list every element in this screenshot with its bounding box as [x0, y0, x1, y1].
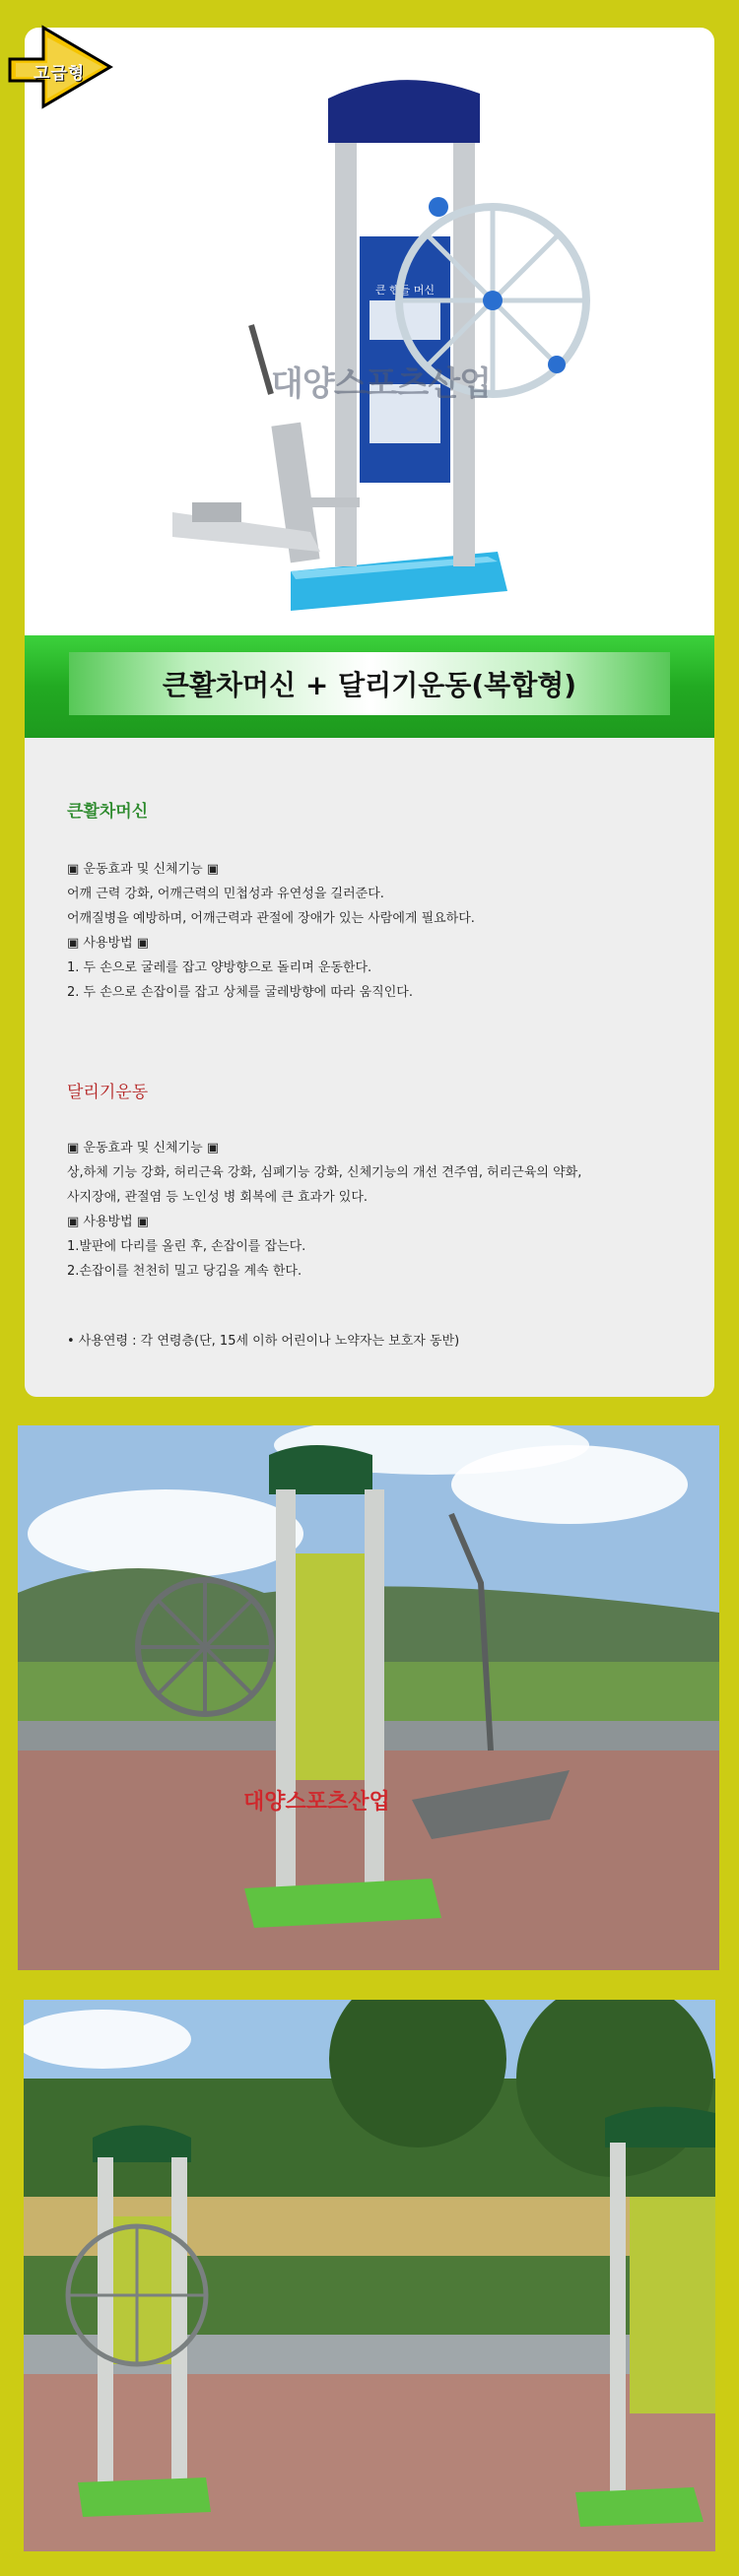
sign-title: 큰 핸들 머신 [374, 284, 436, 297]
running-line-6: 2.손잡이를 천천히 밀고 당김을 계속 한다. [67, 1264, 302, 1279]
pulley-line-3: 어깨질병을 예방하며, 어깨근력과 관절에 장애가 있는 사람에게 필요하다. [67, 911, 475, 926]
installation-photo-2 [24, 2000, 715, 2551]
section-heading-pulley: 큰활차머신 [67, 802, 149, 822]
title-inner [69, 652, 670, 715]
product-image [133, 39, 695, 626]
running-line-3: 사지장애, 관절염 등 노인성 병 회복에 큰 효과가 있다. [67, 1190, 369, 1205]
pulley-line-1: ▣ 운동효과 및 신체기능 ▣ [67, 862, 220, 877]
running-line-4: ▣ 사용방법 ▣ [67, 1215, 150, 1229]
age-note: • 사용연령 : 각 연령층(단, 15세 이하 어린이나 노약자는 보호자 동반) [67, 1334, 460, 1349]
watermark-photo: 대양스포츠산업 [243, 1790, 390, 1815]
running-line-2: 상,하체 기능 강화, 허리근육 강화, 심폐기능 강화, 신체기능의 개선 견주염, 허리근육의 약화, [67, 1165, 582, 1180]
pulley-line-4: ▣ 사용방법 ▣ [67, 936, 150, 951]
title-bar [25, 635, 714, 738]
watermark-top: 대양스포츠산업 [271, 364, 491, 404]
section-heading-running: 달리기운동 [67, 1083, 149, 1102]
pulley-line-5: 1. 두 손으로 굴레를 잡고 양방향으로 돌리며 운동한다. [67, 960, 372, 975]
product-title: 큰활차머신 + 달리기운동(복합형) [162, 669, 577, 701]
description-panel [25, 738, 714, 1397]
pulley-line-2: 어깨 근력 강화, 어깨근력의 민첩성과 유연성을 길러준다. [67, 887, 384, 901]
running-line-5: 1.발판에 다리를 올린 후, 손잡이를 잡는다. [67, 1239, 306, 1254]
installation-photo-1 [18, 1425, 719, 1970]
pulley-line-6: 2. 두 손으로 손잡이를 잡고 상체를 굴레방향에 따라 움직인다. [67, 985, 413, 1000]
running-line-1: ▣ 운동효과 및 신체기능 ▣ [67, 1141, 220, 1156]
grade-badge-label: 고급형 [34, 64, 86, 84]
